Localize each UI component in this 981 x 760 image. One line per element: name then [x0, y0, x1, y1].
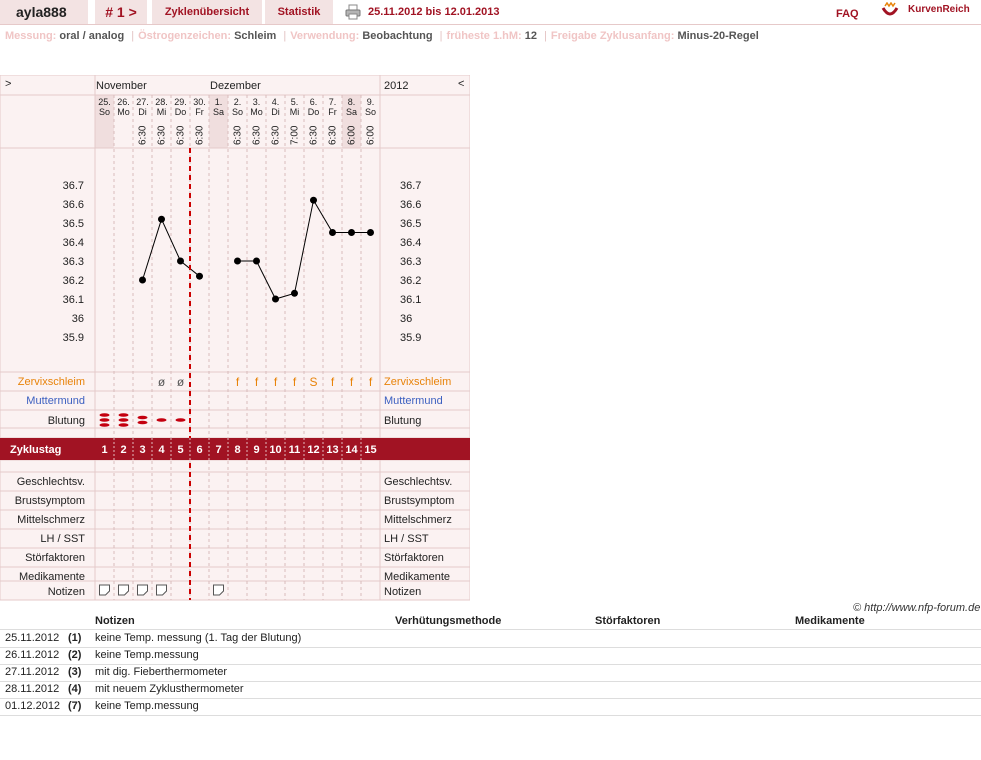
day-weekday: Fr	[328, 107, 337, 117]
param-separator: |	[283, 30, 287, 42]
measure-time: 6:30	[232, 125, 244, 145]
year-label: 2012	[384, 80, 409, 92]
param-key: Messung:	[5, 30, 60, 42]
note-text: mit dig. Fieberthermometer	[95, 666, 228, 678]
bleeding-mark	[119, 418, 129, 422]
note-row	[0, 630, 981, 648]
day-date: 9.	[366, 97, 375, 107]
day-weekday: So	[231, 107, 244, 117]
tab-cycle-overview[interactable]: Zyklenübersicht	[152, 0, 262, 24]
cycle-day-number: 13	[326, 444, 339, 456]
measure-time: 6:30	[175, 125, 187, 145]
day-weekday: Sa	[345, 107, 358, 117]
cervix-mark: f	[273, 375, 278, 389]
cycle-day-number: 3	[139, 444, 146, 456]
day-weekday: Mo	[117, 107, 130, 117]
label-meds-left: Medikamente	[18, 571, 85, 583]
note-text: keine Temp.messung	[95, 649, 199, 661]
day-weekday: So	[98, 107, 111, 117]
cycle-day-number: 15	[364, 444, 377, 456]
cycle-day-number: 11	[288, 444, 301, 456]
param-separator: |	[439, 30, 443, 42]
cycle-day-number: 6	[196, 444, 203, 456]
label-midpain-left: Mittelschmerz	[17, 514, 85, 526]
note-row	[0, 647, 981, 665]
day-weekday: Do	[174, 107, 187, 117]
measure-time: 7:00	[289, 125, 301, 145]
label-cervix-left: Zervixschleim	[17, 376, 85, 388]
day-date: 6.	[309, 97, 318, 107]
label-disturb-left: Störfaktoren	[25, 552, 85, 564]
cycle-nav-button[interactable]: # 1 >	[95, 0, 147, 24]
col-contraception: Verhütungsmethode	[395, 615, 502, 627]
note-day-number: (3)	[68, 666, 82, 678]
note-row	[0, 664, 981, 682]
label-notes-left: Notizen	[47, 586, 85, 598]
notes-table-header	[0, 614, 981, 630]
temp-tick-left: 36.3	[62, 256, 84, 268]
label-disturb-right: Störfaktoren	[384, 552, 444, 564]
param-key: Verwendung:	[290, 30, 363, 42]
label-bleeding-right: Blutung	[384, 415, 422, 427]
cycle-day-number: 2	[120, 444, 127, 456]
day-date: 29.	[174, 97, 187, 107]
note-date: 25.11.2012	[5, 632, 60, 644]
measure-time: 6:30	[251, 125, 263, 145]
note-day-number: (2)	[68, 649, 82, 661]
note-text: keine Temp.messung	[95, 700, 199, 712]
tab-statistics[interactable]: Statistik	[265, 0, 333, 24]
temperature-point	[177, 258, 184, 265]
note-text: mit neuem Zyklusthermometer	[95, 683, 244, 695]
temp-tick-left: 36.2	[62, 275, 84, 287]
param-value: Beobachtung	[362, 30, 436, 42]
day-weekday: Do	[307, 107, 320, 117]
label-breast-left: Brustsymptom	[14, 495, 85, 507]
temp-tick-right: 36.6	[400, 199, 422, 211]
temp-tick-left: 36.1	[62, 294, 84, 306]
cervix-mark: S	[309, 375, 318, 389]
temp-tick-right: 36.1	[400, 294, 422, 306]
cycle-day-number: 7	[215, 444, 222, 456]
measure-time: 6:30	[194, 125, 206, 145]
label-bleeding-left: Blutung	[47, 415, 85, 427]
temperature-point	[139, 277, 146, 284]
measure-time: 6:30	[270, 125, 282, 145]
day-date: 2.	[233, 97, 242, 107]
temp-tick-right: 36.4	[400, 237, 422, 249]
day-date: 5.	[290, 97, 299, 107]
label-sex-right: Geschlechtsv.	[384, 476, 453, 488]
cycle-day-number: 10	[269, 444, 282, 456]
note-day-number: (4)	[68, 683, 82, 695]
param-separator: |	[131, 30, 135, 42]
label-cervix-pos-left: Muttermund	[26, 395, 85, 407]
cervix-mark: f	[292, 375, 297, 389]
day-weekday: Mo	[250, 107, 263, 117]
temp-tick-left: 36.5	[62, 218, 84, 230]
temperature-point	[367, 229, 374, 236]
note-date: 01.12.2012	[5, 700, 61, 712]
temp-tick-right: 36.2	[400, 275, 422, 287]
temp-tick-left: 35.9	[62, 332, 84, 344]
measure-time: 6:30	[156, 125, 168, 145]
note-day-number: (7)	[68, 700, 82, 712]
bleeding-mark	[176, 418, 186, 422]
cycle-chart	[0, 75, 470, 601]
temp-tick-right: 36.3	[400, 256, 422, 268]
measure-time: 6:00	[346, 125, 358, 145]
note-row	[0, 681, 981, 699]
day-date: 4.	[271, 97, 280, 107]
cycle-day-number: 5	[177, 444, 184, 456]
cervix-mark: ø	[157, 375, 166, 389]
cycle-day-number: 9	[253, 444, 260, 456]
label-cervix-pos-right: Muttermund	[384, 395, 443, 407]
day-date: 1.	[214, 97, 223, 107]
cervix-mark: f	[368, 375, 373, 389]
bleeding-mark	[138, 421, 148, 425]
temperature-point	[272, 296, 279, 303]
cycle-day-number: 14	[345, 444, 358, 456]
cycle-day-number: 8	[234, 444, 241, 456]
day-date: 8.	[347, 97, 356, 107]
bleeding-mark	[157, 418, 167, 422]
cycle-parameters	[5, 30, 759, 42]
day-date: 25.	[98, 97, 111, 107]
day-date: 27.	[136, 97, 149, 107]
faq-link[interactable]: FAQ	[836, 8, 859, 20]
note-date: 26.11.2012	[5, 649, 60, 661]
measure-time: 6:00	[365, 125, 377, 145]
day-date: 30.	[193, 97, 206, 107]
temperature-point	[348, 229, 355, 236]
col-medication: Medikamente	[795, 615, 865, 627]
temperature-point	[196, 273, 203, 280]
logo-text: KurvenReich	[908, 4, 970, 15]
day-weekday: Sa	[212, 107, 225, 117]
temp-tick-left: 36	[71, 313, 84, 325]
param-value: 12	[524, 30, 541, 42]
cycle-day-number: 4	[158, 444, 165, 456]
day-date: 3.	[252, 97, 261, 107]
label-breast-right: Brustsymptom	[384, 495, 455, 507]
day-weekday: Di	[138, 107, 147, 117]
note-row	[0, 698, 981, 716]
cycle-day-number: 1	[101, 444, 108, 456]
cervix-mark: f	[330, 375, 335, 389]
day-weekday: Fr	[195, 107, 204, 117]
temp-tick-right: 36.7	[400, 180, 422, 192]
month-label: November	[96, 80, 147, 92]
label-lh-right: LH / SST	[384, 533, 429, 545]
param-value: oral / analog	[59, 30, 128, 42]
note-date: 28.11.2012	[5, 683, 60, 695]
bleeding-mark	[100, 413, 110, 417]
temperature-point	[310, 197, 317, 204]
day-weekday: Di	[271, 107, 280, 117]
cervix-mark: f	[235, 375, 240, 389]
month-label: Dezember	[210, 80, 261, 92]
chart-nav-left: >	[5, 78, 12, 90]
day-date: 7.	[328, 97, 337, 107]
label-cervix-right: Zervixschleim	[384, 376, 452, 388]
day-date: 28.	[155, 97, 168, 107]
temperature-point	[291, 290, 298, 297]
note-day-number: (1)	[68, 632, 82, 644]
day-weekday: Mi	[289, 107, 300, 117]
temperature-point	[158, 216, 165, 223]
col-notes: Notizen	[95, 615, 135, 627]
note-text: keine Temp. messung (1. Tag der Blutung)	[95, 632, 302, 644]
param-value: Minus-20-Regel	[677, 30, 759, 42]
copyright: © http://www.nfp-forum.de	[853, 602, 981, 614]
temp-tick-right: 36	[400, 313, 413, 325]
measure-time: 6:30	[137, 125, 149, 145]
date-range: 25.11.2012 bis 12.01.2013	[368, 6, 500, 18]
cervix-mark: f	[254, 375, 259, 389]
day-weekday: So	[364, 107, 377, 117]
day-weekday: Mi	[156, 107, 167, 117]
bleeding-mark	[138, 416, 148, 420]
label-meds-right: Medikamente	[384, 571, 451, 583]
cervix-mark: ø	[176, 375, 185, 389]
bleeding-mark	[100, 418, 110, 422]
param-key: früheste 1.hM:	[446, 30, 525, 42]
temperature-point	[329, 229, 336, 236]
param-value: Schleim	[234, 30, 280, 42]
param-separator: |	[544, 30, 547, 42]
printer-icon[interactable]	[345, 4, 361, 20]
label-notes-right: Notizen	[384, 586, 422, 598]
label-cycle-day: Zyklustag	[10, 444, 62, 456]
temp-tick-left: 36.4	[62, 237, 84, 249]
param-key: Freigabe Zyklusanfang:	[550, 30, 678, 42]
temp-tick-right: 35.9	[400, 332, 422, 344]
temperature-point	[234, 258, 241, 265]
param-key: Östrogenzeichen:	[138, 30, 235, 42]
note-date: 27.11.2012	[5, 666, 60, 678]
label-lh-left: LH / SST	[40, 533, 85, 545]
temp-tick-left: 36.7	[62, 180, 84, 192]
bleeding-mark	[119, 413, 129, 417]
temp-tick-left: 36.6	[62, 199, 84, 211]
measure-time: 6:30	[308, 125, 320, 145]
day-date: 26.	[117, 97, 130, 107]
temperature-point	[253, 258, 260, 265]
bleeding-mark	[119, 423, 129, 427]
col-disturbances: Störfaktoren	[595, 615, 661, 627]
label-midpain-right: Mittelschmerz	[384, 514, 452, 526]
chart-nav-right: <	[458, 78, 465, 90]
cycle-day-number: 12	[307, 444, 320, 456]
bleeding-mark	[100, 423, 110, 427]
username: ayla888	[0, 0, 88, 24]
cervix-mark: f	[349, 375, 354, 389]
measure-time: 6:30	[327, 125, 339, 145]
label-sex-left: Geschlechtsv.	[16, 476, 85, 488]
temp-tick-right: 36.5	[400, 218, 422, 230]
